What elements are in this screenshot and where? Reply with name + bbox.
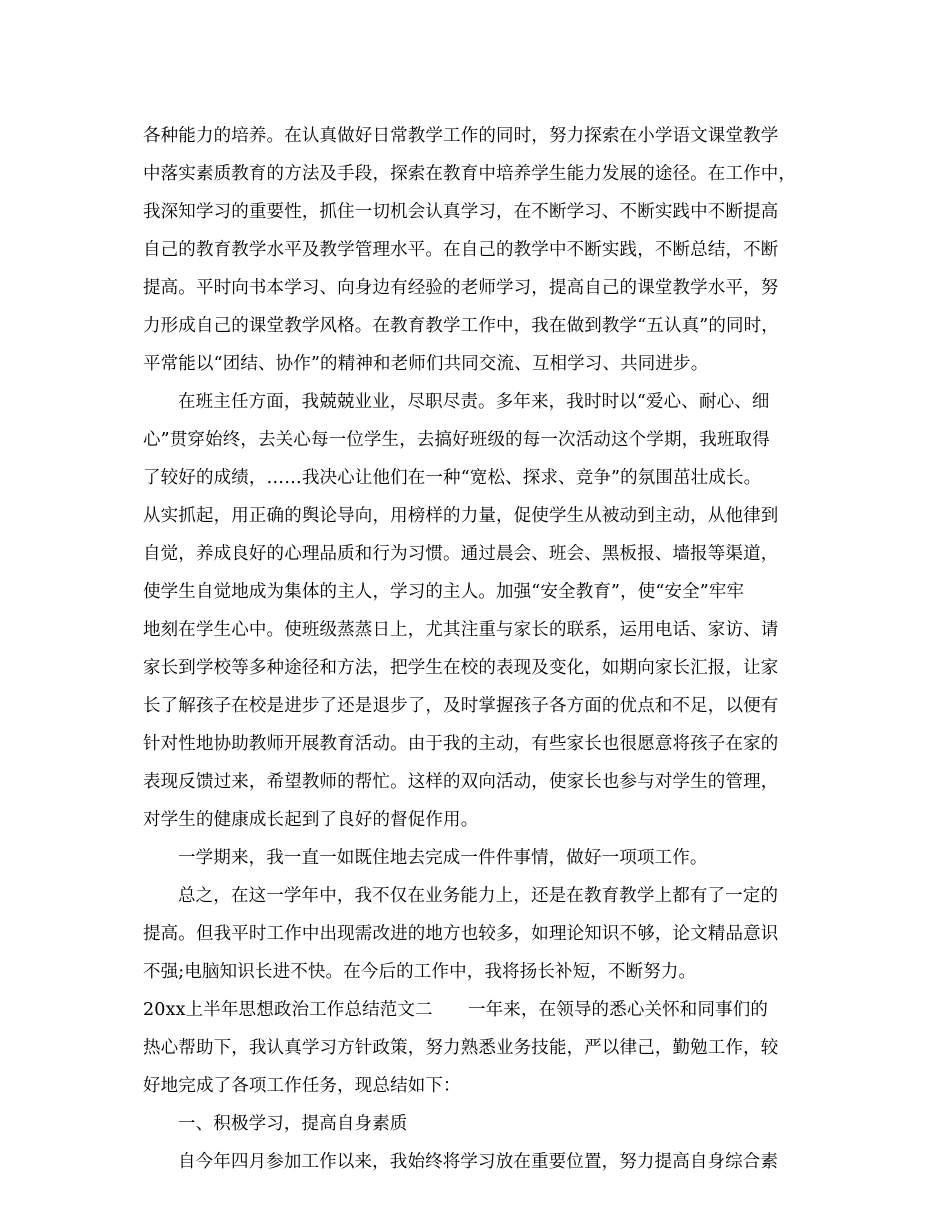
text-line: 提高。平时向书本学习、向身边有经验的老师学习，提高自己的课堂教学水平，努 [143,278,779,298]
text-line: 力形成自己的课堂教学风格。在教育教学工作中，我在做到教学“五认真”的同时， [143,316,779,336]
text-line: 自觉，养成良好的心理品质和行为习惯。通过晨会、班会、黑板报、墙报等渠道， [143,544,779,564]
text-line: 家长到学校等多种途径和方法，把学生在校的表现及变化，如期向家长汇报，让家 [143,658,779,678]
text-line: 中落实素质教育的方法及手段，探索在教育中培养学生能力发展的途径。在工作中， [143,164,797,184]
text-line: 地刻在学生心中。使班级蒸蒸日上，尤其注重与家长的联系，运用电话、家访、请 [143,620,779,640]
text-line: 热心帮助下，我认真学习方针政策，努力熟悉业务技能，严以律己，勤勉工作，较 [143,1038,779,1058]
text-line: 提高。但我平时工作中出现需改进的地方也较多，如理论知识不够，论文精品意识 [143,924,779,944]
text-line: 了较好的成绩，……我决心让他们在一种“宽松、探求、竞争”的氛围茁壮成长。 [143,468,762,488]
text-line: 20xx上半年思想政治工作总结范文二 一年来，在领导的悉心关怀和同事们的 [143,1000,769,1020]
text-line: 一学期来，我一直一如既住地去完成一件件事情，做好一项项工作。 [178,848,708,868]
text-line: 从实抓起，用正确的舆论导向，用榜样的力量，促使学生从被动到主动，从他律到 [143,506,779,526]
text-line: 心”贯穿始终，去关心每一位学生，去搞好班级的每一次活动这个学期，我班取得 [143,430,770,450]
section-heading: 一、积极学习，提高自身素质 [178,1114,408,1134]
text-line: 对学生的健康成长起到了良好的督促作用。 [143,810,479,830]
text-line: 好地完成了各项工作任务，现总结如下： [143,1076,461,1096]
text-line: 使学生自觉地成为集体的主人，学习的主人。加强“安全教育”，使“安全”牢牢 [143,582,745,602]
text-line: 长了解孩子在校是进步了还是退步了，及时掌握孩子各方面的优点和不足，以便有 [143,696,779,716]
text-line: 总之，在这一学年中，我不仅在业务能力上，还是在教育教学上都有了一定的 [178,886,779,906]
text-line: 表现反馈过来，希望教师的帮忙。这样的双向活动，使家长也参与对学生的管理， [143,772,779,792]
text-line: 自己的教育教学水平及教学管理水平。在自己的教学中不断实践，不断总结，不断 [143,240,779,260]
text-line: 平常能以“团结、协作”的精神和老师们共同交流、互相学习、共同进步。 [143,354,709,374]
text-line: 针对性地协助教师开展教育活动。由于我的主动，有些家长也很愿意将孩子在家的 [143,734,779,754]
text-line: 自今年四月参加工作以来，我始终将学习放在重要位置，努力提高自身综合素 [178,1152,779,1172]
text-line: 我深知学习的重要性，抓住一切机会认真学习，在不断学习、不断实践中不断提高 [143,202,779,222]
text-line: 在班主任方面，我兢兢业业，尽职尽责。多年来，我时时以“爱心、耐心、细 [178,392,770,412]
text-line: 不强;电脑知识长进不快。在今后的工作中，我将扬长补短，不断努力。 [143,962,697,982]
text-line: 各种能力的培养。在认真做好日常教学工作的同时，努力探索在小学语文课堂教学 [143,126,779,146]
